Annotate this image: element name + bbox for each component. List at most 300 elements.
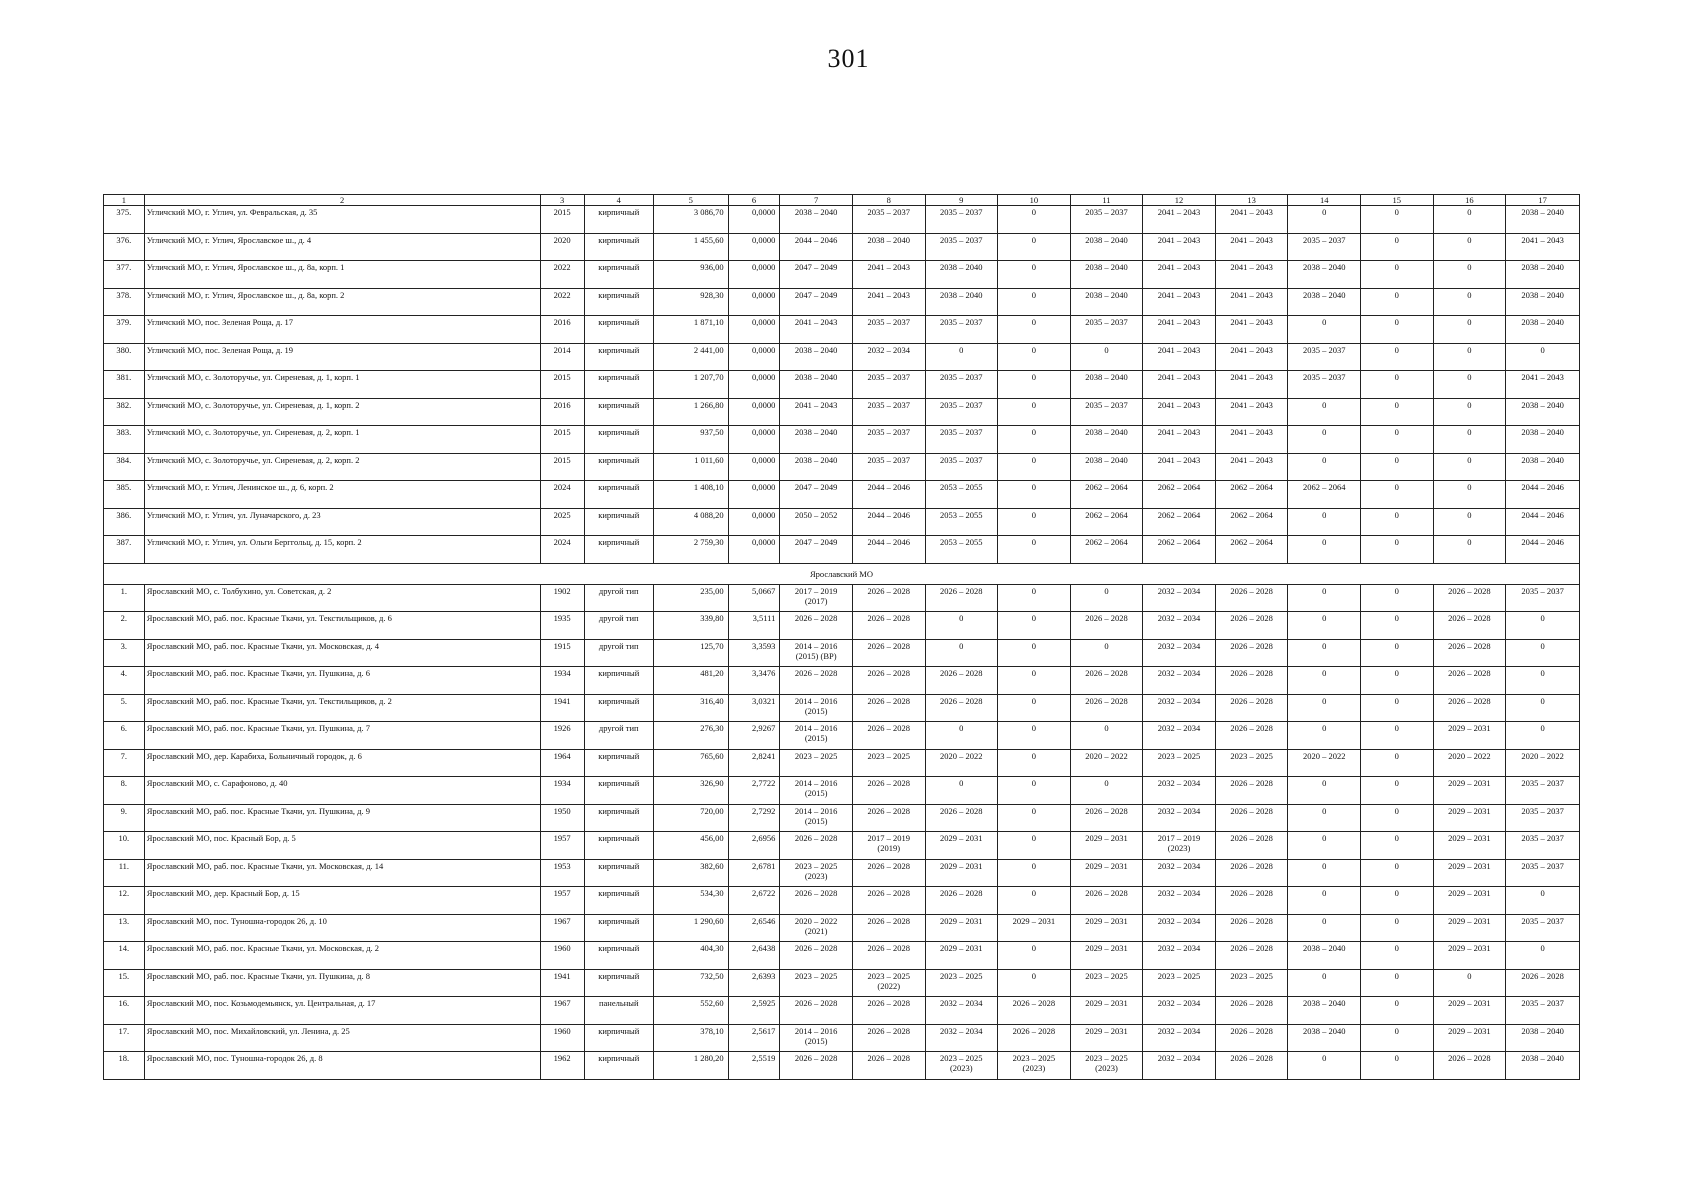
column-number-cell: 6 [728, 195, 780, 206]
table-cell: 376. [104, 233, 145, 261]
table-cell: 2032 – 2034 [1143, 1024, 1216, 1052]
table-cell: 2041 – 2043 [1215, 426, 1288, 454]
table-cell: 2023 – 2025 (2023) [780, 859, 853, 887]
table-row [104, 261, 1580, 289]
column-number-cell: 4 [584, 195, 653, 206]
table-cell: 380. [104, 343, 145, 371]
table-cell: 5,0667 [728, 584, 780, 612]
table-cell: 276,30 [653, 722, 728, 750]
table-cell: 1950 [540, 804, 584, 832]
table-cell: кирпичный [584, 859, 653, 887]
table-cell: 2029 – 2031 [1433, 777, 1506, 805]
table-cell: 2032 – 2034 [1143, 997, 1216, 1025]
table-cell: 339,80 [653, 612, 728, 640]
table-cell: 0,0000 [728, 261, 780, 289]
table-cell: 2032 – 2034 [1143, 722, 1216, 750]
table-cell: 2026 – 2028 [852, 942, 925, 970]
table-row [104, 453, 1580, 481]
table-cell: 10. [104, 832, 145, 860]
table-cell: 2026 – 2028 [925, 804, 998, 832]
table-row [104, 481, 1580, 509]
table-cell: 0 [1070, 722, 1143, 750]
column-number-cell: 2 [144, 195, 540, 206]
table-cell: 7. [104, 749, 145, 777]
table-cell: 0 [1360, 969, 1433, 997]
table-cell: 0 [1288, 722, 1361, 750]
table-cell: 2038 – 2040 [1506, 316, 1580, 344]
table-cell: 2 441,00 [653, 343, 728, 371]
table-cell: кирпичный [584, 453, 653, 481]
table-cell: кирпичный [584, 749, 653, 777]
table-cell: 2,8241 [728, 749, 780, 777]
table-cell: 2038 – 2040 [925, 288, 998, 316]
table-cell: 0 [1360, 1052, 1433, 1080]
table-cell: 2026 – 2028 [1215, 1024, 1288, 1052]
table-cell: 2,6438 [728, 942, 780, 970]
table-cell: 0 [1288, 777, 1361, 805]
table-cell: 2044 – 2046 [1506, 481, 1580, 509]
table-cell: 0 [998, 667, 1071, 695]
table-cell: 0 [1288, 914, 1361, 942]
table-cell: 720,00 [653, 804, 728, 832]
table-cell: 2023 – 2025 [780, 749, 853, 777]
table-cell: 2035 – 2037 [925, 206, 998, 234]
table-cell: 0,0000 [728, 536, 780, 564]
table-cell: Угличский МО, г. Углич, ул. Ольги Берггольц, д. 15, корп. 2 [144, 536, 540, 564]
table-cell: 2035 – 2037 [852, 426, 925, 454]
table-cell: 2035 – 2037 [925, 316, 998, 344]
table-cell: Угличский МО, с. Золоторучье, ул. Сиреневая, д. 2, корп. 2 [144, 453, 540, 481]
table-cell: 0 [1433, 398, 1506, 426]
table-cell: 1941 [540, 694, 584, 722]
table-cell: 0 [998, 694, 1071, 722]
table-cell: 0 [1360, 1024, 1433, 1052]
table-cell: 2026 – 2028 [1433, 667, 1506, 695]
table-cell: 2026 – 2028 [780, 887, 853, 915]
table-cell: 0 [1360, 426, 1433, 454]
table-cell: 2035 – 2037 [1288, 233, 1361, 261]
table-cell: 2017 – 2019 (2017) [780, 584, 853, 612]
table-cell: 2015 [540, 371, 584, 399]
table-cell: 2026 – 2028 [852, 667, 925, 695]
table-cell: 0 [1288, 398, 1361, 426]
table-cell: 386. [104, 508, 145, 536]
table-cell: кирпичный [584, 694, 653, 722]
table-cell: 2029 – 2031 [998, 914, 1071, 942]
table-cell: 2023 – 2025 [1215, 969, 1288, 997]
table-cell: кирпичный [584, 1024, 653, 1052]
table-cell: 2041 – 2043 [1215, 371, 1288, 399]
table-cell: Ярославский МО, раб. пос. Красные Ткачи, ул. Пушкина, д. 7 [144, 722, 540, 750]
table-cell: 9. [104, 804, 145, 832]
table-cell: 0,0000 [728, 288, 780, 316]
table-cell: кирпичный [584, 343, 653, 371]
table-cell: кирпичный [584, 508, 653, 536]
table-cell: 2032 – 2034 [925, 1024, 998, 1052]
table-cell: 0,0000 [728, 371, 780, 399]
table-row [104, 343, 1580, 371]
table-cell: 2029 – 2031 [1070, 997, 1143, 1025]
table-cell: 2020 – 2022 [925, 749, 998, 777]
table-cell: 0 [1288, 1052, 1361, 1080]
table-cell: 2022 [540, 288, 584, 316]
table-cell: 1915 [540, 639, 584, 667]
table-cell: 2029 – 2031 [925, 859, 998, 887]
table-cell: 2026 – 2028 [1215, 832, 1288, 860]
table-cell: 0 [1433, 288, 1506, 316]
table-cell: 2026 – 2028 [1215, 914, 1288, 942]
table-cell: 0 [1433, 316, 1506, 344]
table-cell: 0 [1288, 969, 1361, 997]
table-row [104, 233, 1580, 261]
table-cell: 2035 – 2037 [1506, 859, 1580, 887]
table-cell: Угличский МО, г. Углич, ул. Луначарского, д. 23 [144, 508, 540, 536]
column-number-row [104, 195, 1580, 206]
table-cell: 2026 – 2028 [1215, 942, 1288, 970]
table-cell: Ярославский МО, пос. Красный Бор, д. 5 [144, 832, 540, 860]
table-cell: 2026 – 2028 [852, 612, 925, 640]
table-cell: 0 [1288, 316, 1361, 344]
table-row [104, 859, 1580, 887]
table-cell: 0 [998, 887, 1071, 915]
table-cell: Ярославский МО, раб. пос. Красные Ткачи, ул. Текстильщиков, д. 6 [144, 612, 540, 640]
table-cell: 1967 [540, 914, 584, 942]
table-cell: 2035 – 2037 [1506, 584, 1580, 612]
table-cell: 2062 – 2064 [1288, 481, 1361, 509]
table-cell: 2026 – 2028 [852, 859, 925, 887]
table-cell: 1 871,10 [653, 316, 728, 344]
table-cell: 2053 – 2055 [925, 508, 998, 536]
table-cell: кирпичный [584, 804, 653, 832]
table-cell: 235,00 [653, 584, 728, 612]
table-cell: 2044 – 2046 [852, 536, 925, 564]
table-cell: 6. [104, 722, 145, 750]
table-cell: 378,10 [653, 1024, 728, 1052]
table-row [104, 914, 1580, 942]
table-row [104, 206, 1580, 234]
table-cell: 1941 [540, 969, 584, 997]
table-cell: другой тип [584, 639, 653, 667]
table-cell: 2035 – 2037 [925, 426, 998, 454]
table-cell: 2029 – 2031 [1433, 1024, 1506, 1052]
table-cell: 2062 – 2064 [1070, 536, 1143, 564]
table-cell: 0 [1433, 206, 1506, 234]
table-cell: кирпичный [584, 536, 653, 564]
table-cell: 2062 – 2064 [1215, 508, 1288, 536]
table-cell: 2024 [540, 481, 584, 509]
table-cell: 2023 – 2025 [1143, 749, 1216, 777]
table-cell: 2026 – 2028 [1215, 777, 1288, 805]
table-cell: 0 [1360, 722, 1433, 750]
table-cell: 2044 – 2046 [1506, 536, 1580, 564]
table-cell: 0 [1288, 453, 1361, 481]
table-cell: 1960 [540, 1024, 584, 1052]
table-cell: 2026 – 2028 [1506, 969, 1580, 997]
table-cell: 2041 – 2043 [1143, 343, 1216, 371]
table-cell: 2038 – 2040 [1288, 997, 1361, 1025]
table-cell: 2035 – 2037 [925, 453, 998, 481]
table-cell: 0 [1506, 667, 1580, 695]
table-cell: 2026 – 2028 [1215, 639, 1288, 667]
table-cell: Угличский МО, г. Углич, ул. Февральская, д. 35 [144, 206, 540, 234]
table-cell: 2029 – 2031 [925, 832, 998, 860]
table-cell: кирпичный [584, 288, 653, 316]
table-cell: 0 [998, 481, 1071, 509]
table-cell: 1 290,60 [653, 914, 728, 942]
table-cell: 2035 – 2037 [852, 453, 925, 481]
table-cell: Ярославский МО, дер. Красный Бор, д. 15 [144, 887, 540, 915]
table-cell: 1964 [540, 749, 584, 777]
table-cell: 928,30 [653, 288, 728, 316]
table-cell: 2032 – 2034 [1143, 584, 1216, 612]
table-cell: 2041 – 2043 [1215, 453, 1288, 481]
table-cell: 0 [998, 804, 1071, 832]
table-cell: 2035 – 2037 [1506, 832, 1580, 860]
table-cell: Ярославский МО, раб. пос. Красные Ткачи, ул. Московская, д. 4 [144, 639, 540, 667]
table-cell: 2020 – 2022 [1070, 749, 1143, 777]
table-cell: 0 [1288, 667, 1361, 695]
table-cell: кирпичный [584, 426, 653, 454]
table-cell: 2026 – 2028 [780, 942, 853, 970]
table-cell: 3,3476 [728, 667, 780, 695]
table-cell: 2,6393 [728, 969, 780, 997]
table-cell: 2026 – 2028 [1215, 1052, 1288, 1080]
table-cell: 1953 [540, 859, 584, 887]
table-cell: Угличский МО, с. Золоторучье, ул. Сиреневая, д. 1, корп. 1 [144, 371, 540, 399]
table-cell: 0 [1360, 481, 1433, 509]
table-cell: 2023 – 2025 (2023) [998, 1052, 1071, 1080]
table-cell: 2016 [540, 398, 584, 426]
table-cell: 0 [925, 722, 998, 750]
table-cell: 2026 – 2028 [1215, 694, 1288, 722]
table-row [104, 371, 1580, 399]
table-cell: 0 [1360, 777, 1433, 805]
table-cell: 2032 – 2034 [1143, 777, 1216, 805]
table-cell: 2038 – 2040 [1288, 942, 1361, 970]
table-cell: 382. [104, 398, 145, 426]
table-cell: 0 [998, 398, 1071, 426]
table-cell: Ярославский МО, раб. пос. Красные Ткачи, ул. Пушкина, д. 9 [144, 804, 540, 832]
table-cell: 2032 – 2034 [1143, 667, 1216, 695]
table-cell: 0 [998, 749, 1071, 777]
table-cell: 0 [1288, 612, 1361, 640]
table-cell: 0 [998, 316, 1071, 344]
table-cell: 0,0000 [728, 426, 780, 454]
table-cell: 2,7292 [728, 804, 780, 832]
table-cell: 2041 – 2043 [852, 261, 925, 289]
table-cell: 2041 – 2043 [852, 288, 925, 316]
table-cell: 2032 – 2034 [1143, 887, 1216, 915]
table-cell: 0 [998, 288, 1071, 316]
table-cell: 1 280,20 [653, 1052, 728, 1080]
table-cell: 2062 – 2064 [1070, 481, 1143, 509]
table-cell: 2015 [540, 206, 584, 234]
table-row [104, 316, 1580, 344]
table-cell: 0 [1288, 804, 1361, 832]
table-cell: 0 [1506, 942, 1580, 970]
table-cell: 2026 – 2028 [925, 887, 998, 915]
table-cell: кирпичный [584, 942, 653, 970]
table-cell: 0 [998, 426, 1071, 454]
table-cell: 2041 – 2043 [1215, 398, 1288, 426]
table-cell: 2035 – 2037 [1288, 371, 1361, 399]
table-cell: 0 [1506, 694, 1580, 722]
table-cell: 0 [1288, 536, 1361, 564]
table-cell: 732,50 [653, 969, 728, 997]
table-cell: 383. [104, 426, 145, 454]
table-cell: 2026 – 2028 [780, 832, 853, 860]
column-number-cell: 7 [780, 195, 853, 206]
column-number-cell: 13 [1215, 195, 1288, 206]
table-cell: 379. [104, 316, 145, 344]
table-cell: 2035 – 2037 [1070, 316, 1143, 344]
table-cell: кирпичный [584, 1052, 653, 1080]
table-cell: 2041 – 2043 [1506, 371, 1580, 399]
table-cell: 2038 – 2040 [780, 206, 853, 234]
table-cell: Ярославский МО, с. Сарафоново, д. 40 [144, 777, 540, 805]
table-cell: 0 [1360, 667, 1433, 695]
table-cell: 0,0000 [728, 316, 780, 344]
table-cell: 2041 – 2043 [1215, 316, 1288, 344]
table-cell: 0 [1433, 261, 1506, 289]
table-cell: другой тип [584, 722, 653, 750]
table-cell: 0 [1433, 536, 1506, 564]
table-cell: 0 [1360, 536, 1433, 564]
table-cell: 2038 – 2040 [1506, 426, 1580, 454]
table-cell: 2026 – 2028 [925, 667, 998, 695]
table-cell: 2035 – 2037 [852, 398, 925, 426]
table-cell: 456,00 [653, 832, 728, 860]
table-cell: 0 [998, 584, 1071, 612]
table-cell: 2038 – 2040 [1070, 426, 1143, 454]
column-number-cell: 8 [852, 195, 925, 206]
table-cell: 2041 – 2043 [1143, 261, 1216, 289]
table-cell: 2035 – 2037 [1506, 777, 1580, 805]
table-cell: 2038 – 2040 [1506, 206, 1580, 234]
table-cell: 2014 – 2016 (2015) [780, 694, 853, 722]
table-cell: 2026 – 2028 [1433, 584, 1506, 612]
table-cell: 0 [998, 942, 1071, 970]
table-cell: 2026 – 2028 [1215, 584, 1288, 612]
table-cell: Угличский МО, пос. Зеленая Роща, д. 19 [144, 343, 540, 371]
table-cell: 2026 – 2028 [1215, 997, 1288, 1025]
table-cell: другой тип [584, 584, 653, 612]
table-cell: 0 [1360, 612, 1433, 640]
table-cell: 382,60 [653, 859, 728, 887]
table-row [104, 969, 1580, 997]
table-cell: 0 [1360, 233, 1433, 261]
table-cell: 0 [1360, 508, 1433, 536]
table-cell: 2026 – 2028 [1433, 639, 1506, 667]
table-cell: Угличский МО, г. Углич, Ярославское ш., д. 4 [144, 233, 540, 261]
table-cell: 2032 – 2034 [1143, 942, 1216, 970]
table-cell: 2035 – 2037 [852, 206, 925, 234]
table-cell: 2035 – 2037 [1288, 343, 1361, 371]
table-cell: 2044 – 2046 [1506, 508, 1580, 536]
column-number-cell: 10 [998, 195, 1071, 206]
table-cell: 2041 – 2043 [780, 316, 853, 344]
table-cell: 2023 – 2025 (2023) [1070, 1052, 1143, 1080]
table-cell: 481,20 [653, 667, 728, 695]
table-cell: 3,0321 [728, 694, 780, 722]
table-cell: 936,00 [653, 261, 728, 289]
table-cell: 2038 – 2040 [1070, 261, 1143, 289]
table-row [104, 777, 1580, 805]
table-cell: 14. [104, 942, 145, 970]
table-cell: 2044 – 2046 [852, 508, 925, 536]
table-row [104, 426, 1580, 454]
table-cell: 2. [104, 612, 145, 640]
table-cell: 0 [1360, 371, 1433, 399]
table-cell: 1934 [540, 667, 584, 695]
table-cell: 2053 – 2055 [925, 536, 998, 564]
table-cell: 0 [1433, 481, 1506, 509]
table-cell: 0 [925, 343, 998, 371]
table-cell: 1934 [540, 777, 584, 805]
table-cell: 2041 – 2043 [1215, 288, 1288, 316]
table-cell: 1. [104, 584, 145, 612]
table-cell: 0 [1506, 722, 1580, 750]
table-cell: 0 [1288, 508, 1361, 536]
table-cell: 2041 – 2043 [1215, 233, 1288, 261]
table-row [104, 639, 1580, 667]
table-cell: 0 [1433, 508, 1506, 536]
table-cell: 2026 – 2028 [1215, 667, 1288, 695]
table-cell: Ярославский МО, раб. пос. Красные Ткачи, ул. Пушкина, д. 8 [144, 969, 540, 997]
table-cell: Ярославский МО, раб. пос. Красные Ткачи, ул. Московская, д. 2 [144, 942, 540, 970]
table-cell: Ярославский МО, раб. пос. Красные Ткачи, ул. Пушкина, д. 6 [144, 667, 540, 695]
table-cell: 0 [925, 612, 998, 640]
table-cell: 0 [998, 859, 1071, 887]
table-cell: 2062 – 2064 [1143, 508, 1216, 536]
table-cell: 2,5617 [728, 1024, 780, 1052]
table-cell: 0 [1360, 584, 1433, 612]
table-cell: 2026 – 2028 [852, 777, 925, 805]
table-cell: 2026 – 2028 [852, 914, 925, 942]
table-cell: 13. [104, 914, 145, 942]
table-cell: 2035 – 2037 [1506, 997, 1580, 1025]
table-cell: кирпичный [584, 969, 653, 997]
table-cell: 2026 – 2028 [1070, 887, 1143, 915]
table-cell: 2041 – 2043 [780, 398, 853, 426]
table-cell: 0 [1360, 694, 1433, 722]
table-cell: 2016 [540, 316, 584, 344]
table-cell: 2044 – 2046 [780, 233, 853, 261]
table-row [104, 804, 1580, 832]
table-cell: 2026 – 2028 [852, 722, 925, 750]
table-cell: 2029 – 2031 [1433, 997, 1506, 1025]
table-cell: 1 408,10 [653, 481, 728, 509]
table-cell: 316,40 [653, 694, 728, 722]
table-cell: Ярославский МО, пос. Туношна-городок 26, д. 10 [144, 914, 540, 942]
table-cell: Угличский МО, г. Углич, Ленинское ш., д. 6, корп. 2 [144, 481, 540, 509]
table-cell: 2026 – 2028 [852, 804, 925, 832]
table-cell: 2,6546 [728, 914, 780, 942]
table-cell: 0 [1070, 343, 1143, 371]
table-cell: 2026 – 2028 [852, 887, 925, 915]
table-cell: 2029 – 2031 [1433, 832, 1506, 860]
table-cell: 2020 [540, 233, 584, 261]
table-cell: 0 [998, 453, 1071, 481]
table-cell: кирпичный [584, 777, 653, 805]
table-cell: 2032 – 2034 [1143, 1052, 1216, 1080]
table-cell: 385. [104, 481, 145, 509]
table-cell: кирпичный [584, 261, 653, 289]
table-cell: 0 [1506, 887, 1580, 915]
table-cell: 2,5519 [728, 1052, 780, 1080]
table-cell: панельный [584, 997, 653, 1025]
table-cell: 2032 – 2034 [1143, 859, 1216, 887]
